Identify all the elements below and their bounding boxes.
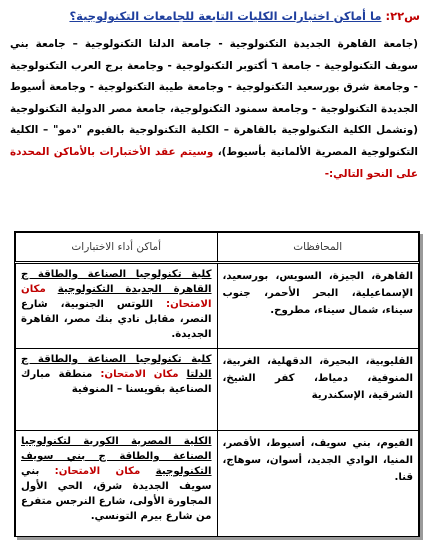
exam-locations-table	[15, 232, 419, 537]
answer-paragraph	[10, 34, 418, 185]
table-row	[16, 263, 419, 349]
governorates-cell: القاهرة، الجيزة، السويس، بورسعيد، الإسماعيلية، البحر الأحمر، جنوب سيناء، شمال سيناء، مطروح.	[217, 263, 419, 349]
place-cell	[16, 263, 218, 349]
place-location: بني سويف الجديدة شرق، الحي الأول المجاورة الأولى، شارع النرجس متفرع من شارع بيرم التونسي.	[21, 466, 212, 522]
place-location: منطقة مبارك الصناعية بقويسنا – المنوفية	[21, 369, 212, 395]
governorates-cell: الفيوم، بني سويف، أسيوط، الأقصر، المنيا، الوادي الجديد، أسوان، سوهاج، قنا.	[217, 431, 419, 537]
header-places: أماكن أداء الاختبارات	[16, 233, 218, 263]
universities-list: (جامعة القاهرة الجديدة التكنولوجية - جامعة الدلتا التكنولوجية – جامعة بني سويف التكنولوجية - جامعة ٦ أكتوبر التكنولوجية - وجامعة برج العرب التكنولوجية - وجامعة شرق بورسعيد التكنولوجية - وجامعة طيبة التكنولوجية - وجامعة أسيوط الجديدة التكنولوجية - وجامعة سمنود التكنولوجية، جامعة مصر الدولية التكنولوجية (وتشمل الكلية التكنولوجية بالقاهرة – الكلية التكنولوجية بالفيوم "دمو" – الكلية التكنولوجية المصرية الألمانية بأسيوط)،	[10, 38, 418, 158]
question-text: ما أماكن اختبارات الكليات التابعة للجامعات التكنولوجية؟	[69, 9, 382, 23]
header-governorates: المحافظات	[217, 233, 419, 263]
table-row	[16, 431, 419, 537]
table-header-row	[16, 233, 419, 263]
place-label: مكان الامتحان:	[100, 369, 179, 380]
place-label: مكان الامتحان:	[54, 466, 141, 477]
governorates-cell: القليوبية، البحيرة، الدقهلية، الغربية، المنوفية، دمياط، كفر الشيخ، الشرقية، الإسكندرية	[217, 349, 419, 431]
college-name: الكلية المصرية الكورية لتكنولوجيا الصناعة والطاقة ج بني سويف التكنولوجية	[21, 436, 212, 477]
place-cell	[16, 349, 218, 431]
place-label: مكان الامتحان:	[21, 284, 212, 310]
schedule-note: وسيتم عقد الأختبارات بالأماكن المحددة على النحو التالي:-	[10, 145, 418, 180]
table-row	[16, 349, 419, 431]
place-cell	[16, 431, 218, 537]
place-location: اللوتس الجنوبية، شارع النصر، مقابل نادي بنك مصر، القاهرة الجديدة.	[21, 299, 212, 340]
exam-locations-table-frame	[14, 231, 420, 537]
college-name: كلية تكنولوجيا الصناعة والطاقة ج القاهرة الجديدة التكنولوجية	[21, 269, 212, 295]
question-number: س٢٢:	[385, 9, 420, 23]
college-name: كلية تكنولوجيا الصناعة والطاقة ج الدلتا	[21, 354, 212, 380]
question-heading	[8, 8, 420, 24]
